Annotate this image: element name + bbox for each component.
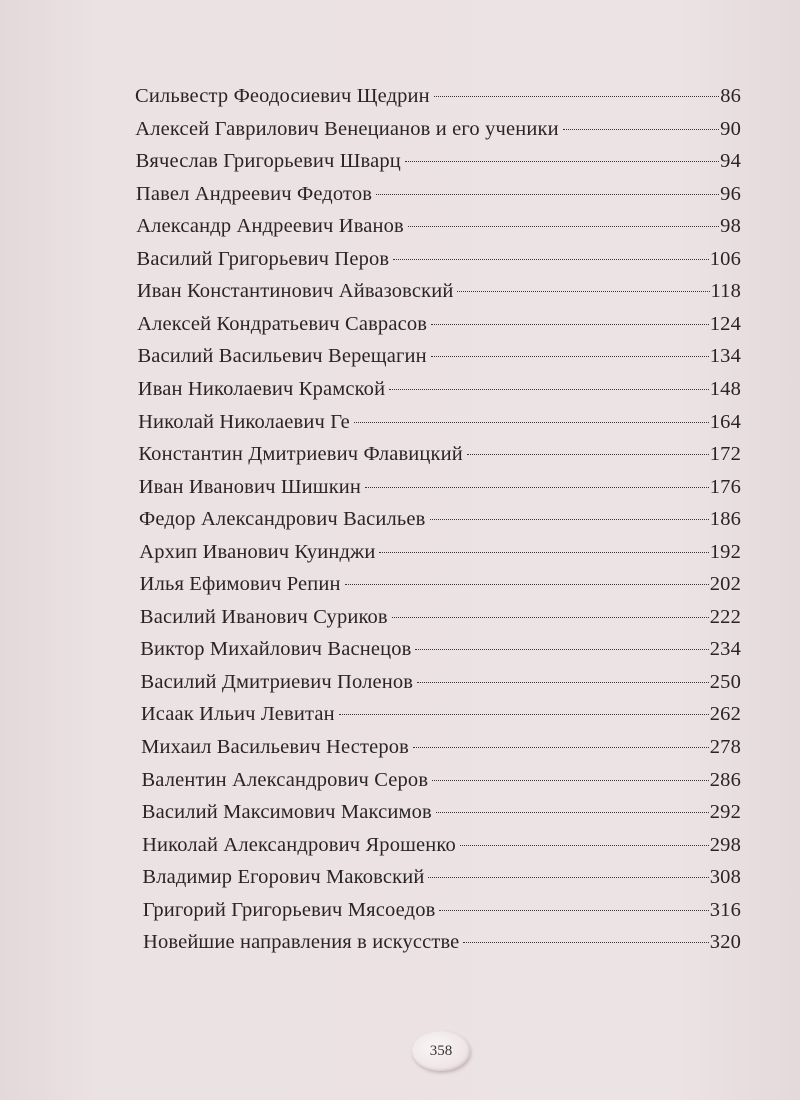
toc-dot-leader bbox=[467, 454, 709, 455]
toc-entry bbox=[142, 866, 741, 898]
toc-dot-leader bbox=[345, 584, 709, 585]
toc-entry-page: 186 bbox=[709, 508, 741, 531]
toc-dot-leader bbox=[431, 324, 709, 325]
toc-entry bbox=[139, 476, 741, 508]
toc-entry bbox=[136, 215, 741, 247]
toc-dot-leader bbox=[389, 389, 709, 390]
toc-entry-title: Вячеслав Григорьевич Шварц bbox=[135, 150, 401, 173]
toc-entry-page: 86 bbox=[720, 85, 741, 107]
toc-entry bbox=[137, 280, 741, 312]
toc-entry-title: Архип Иванович Куинджи bbox=[139, 540, 376, 563]
toc-entry-title: Григорий Григорьевич Мясоедов bbox=[142, 898, 436, 921]
toc-entry-title: Федор Александрович Васильев bbox=[139, 508, 426, 531]
toc-dot-leader bbox=[408, 226, 719, 227]
toc-entry-page: 320 bbox=[709, 931, 741, 954]
toc-entry bbox=[140, 573, 741, 605]
toc-entry-page: 106 bbox=[709, 247, 741, 270]
toc-entry-page: 148 bbox=[709, 377, 741, 400]
toc-entry-title: Василий Дмитриевич Поленов bbox=[140, 670, 414, 693]
toc-dot-leader bbox=[415, 649, 708, 650]
toc-entry-title: Василий Григорьевич Перов bbox=[136, 247, 390, 270]
toc-entry bbox=[138, 443, 741, 475]
toc-entry-page: 176 bbox=[709, 475, 741, 498]
toc-entry-title: Алексей Гаврилович Венецианов и его ученики bbox=[135, 117, 559, 140]
toc-entry-title: Иван Николаевич Крамской bbox=[137, 377, 386, 400]
toc-dot-leader bbox=[460, 845, 709, 846]
toc-dot-leader bbox=[376, 194, 719, 195]
toc-entry-title: Василий Васильевич Верещагин bbox=[137, 345, 427, 368]
toc-entry bbox=[141, 736, 741, 768]
toc-entry-page: 118 bbox=[710, 280, 741, 303]
toc-entry-page: 262 bbox=[709, 703, 741, 726]
toc-entry bbox=[142, 801, 741, 833]
toc-dot-leader bbox=[431, 356, 709, 357]
toc-dot-leader bbox=[434, 96, 719, 97]
toc-entry-title: Михаил Васильевич Нестеров bbox=[141, 736, 409, 758]
toc-entry-title: Виктор Михайлович Васнецов bbox=[140, 638, 412, 661]
toc-dot-leader bbox=[457, 291, 709, 292]
toc-entry bbox=[142, 834, 741, 866]
toc-entry-title: Илья Ефимович Репин bbox=[139, 573, 341, 596]
toc-entry-title: Сильвестр Феодосиевич Щедрин bbox=[135, 85, 430, 107]
toc-dot-leader bbox=[563, 129, 719, 130]
toc-dot-leader bbox=[436, 812, 709, 813]
toc-entry-title: Иван Иванович Шишкин bbox=[138, 475, 362, 498]
toc-entry-page: 234 bbox=[709, 638, 741, 661]
toc-entry-page: 124 bbox=[709, 312, 741, 335]
toc-dot-leader bbox=[365, 487, 709, 488]
page-number-badge bbox=[412, 1031, 470, 1071]
toc-entry-page: 298 bbox=[709, 833, 741, 856]
toc-dot-leader bbox=[392, 617, 709, 618]
toc-entry-title: Валентин Александрович Серов bbox=[141, 768, 429, 791]
toc-entry bbox=[137, 345, 741, 377]
toc-entry-title: Василий Максимович Максимов bbox=[141, 801, 432, 824]
toc-entry bbox=[135, 85, 741, 117]
toc-entry-title: Николай Александрович Ярошенко bbox=[142, 833, 456, 856]
toc-entry bbox=[136, 183, 741, 215]
toc-entry bbox=[141, 671, 741, 703]
toc-entry-title: Николай Николаевич Ге bbox=[138, 410, 350, 433]
toc-entry-title: Алексей Кондратьевич Саврасов bbox=[137, 312, 428, 335]
toc-entry-title: Иван Константинович Айвазовский bbox=[136, 280, 454, 303]
toc-entry bbox=[139, 508, 741, 540]
toc-entry-page: 278 bbox=[709, 736, 741, 758]
toc-entry-title: Василий Иванович Суриков bbox=[139, 605, 388, 628]
toc-dot-leader bbox=[430, 519, 709, 520]
toc-entry bbox=[141, 703, 741, 735]
toc-entry-page: 308 bbox=[709, 866, 741, 889]
toc-dot-leader bbox=[379, 552, 708, 553]
toc-dot-leader bbox=[432, 780, 709, 781]
toc-entry bbox=[138, 378, 741, 410]
toc-entry-page: 222 bbox=[709, 605, 741, 628]
toc-entry-page: 98 bbox=[720, 215, 741, 238]
toc-entry-title: Новейшие направления в искусстве bbox=[143, 931, 460, 954]
toc-dot-leader bbox=[354, 422, 709, 423]
toc-dot-leader bbox=[405, 161, 719, 162]
toc-entry-page: 90 bbox=[720, 117, 741, 140]
toc-entry-page: 172 bbox=[709, 443, 741, 466]
toc-entry-page: 164 bbox=[709, 410, 741, 433]
toc-dot-leader bbox=[417, 682, 709, 683]
toc-entry-page: 134 bbox=[709, 345, 741, 368]
toc-entry-page: 316 bbox=[709, 898, 741, 921]
toc-entry bbox=[138, 411, 741, 443]
toc-entry-title: Исаак Ильич Левитан bbox=[140, 703, 335, 726]
toc-entry-page: 192 bbox=[709, 540, 741, 563]
toc-dot-leader bbox=[339, 714, 709, 715]
toc-entry-title: Владимир Егорович Маковский bbox=[142, 866, 425, 889]
toc-entry bbox=[137, 248, 741, 280]
toc-entry bbox=[137, 313, 741, 345]
toc-entry-page: 96 bbox=[720, 182, 741, 205]
toc-entry bbox=[141, 769, 741, 801]
toc-entry bbox=[143, 931, 741, 963]
toc-entry bbox=[140, 638, 741, 670]
toc-entry-title: Александр Андреевич Иванов bbox=[136, 215, 404, 238]
toc-entry-page: 286 bbox=[709, 768, 741, 791]
toc-dot-leader bbox=[428, 877, 708, 878]
toc-dot-leader bbox=[463, 942, 708, 943]
toc-entry-title: Константин Дмитриевич Флавицкий bbox=[138, 443, 463, 466]
toc-entry-page: 94 bbox=[720, 150, 741, 173]
toc-entry-title: Павел Андреевич Федотов bbox=[135, 182, 373, 205]
toc-dot-leader bbox=[393, 259, 709, 260]
toc-entry bbox=[135, 118, 741, 150]
toc-entry bbox=[136, 150, 741, 182]
toc-entry-page: 250 bbox=[709, 670, 741, 693]
toc-entry-page: 292 bbox=[709, 801, 741, 824]
toc-entry bbox=[140, 606, 741, 638]
toc-entry-page: 202 bbox=[709, 573, 741, 596]
toc-entry bbox=[143, 899, 741, 931]
page-number: 358 bbox=[429, 1042, 453, 1059]
toc-dot-leader bbox=[413, 747, 709, 748]
toc-entry bbox=[139, 541, 741, 573]
toc-dot-leader bbox=[439, 910, 708, 911]
